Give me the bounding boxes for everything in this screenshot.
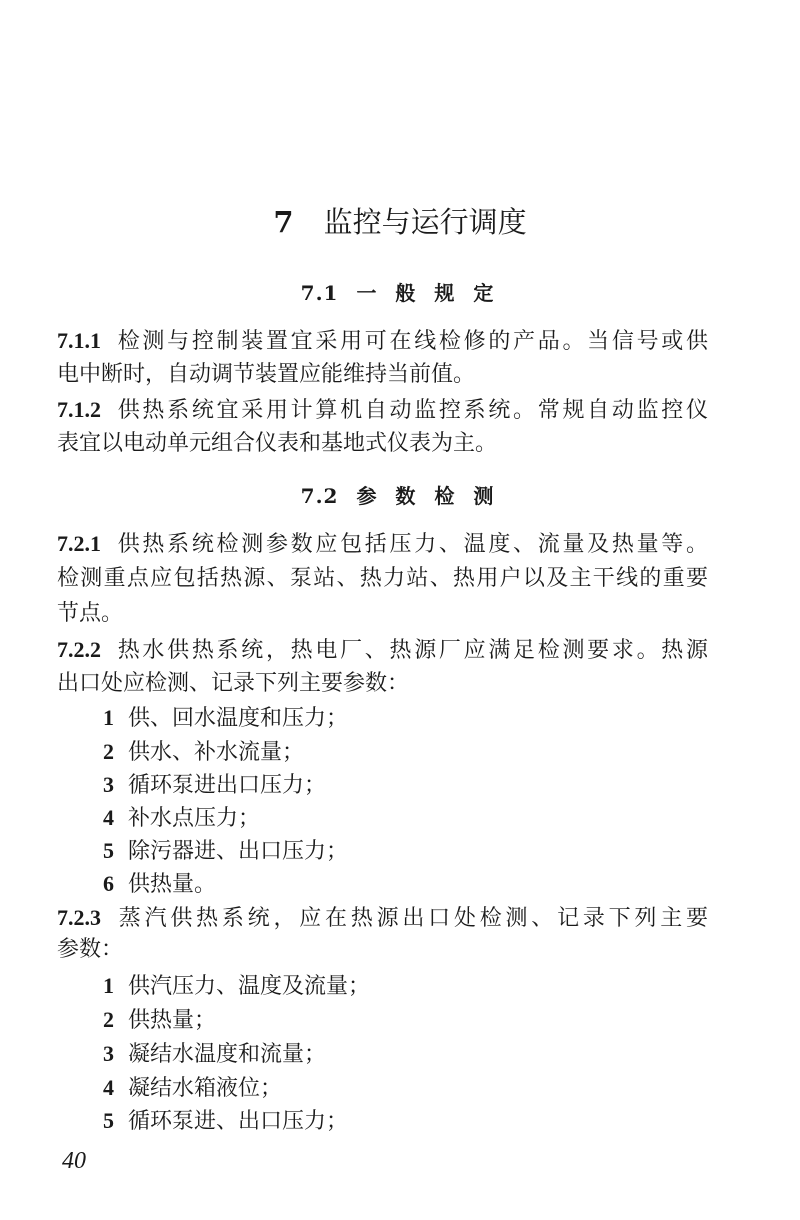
list-item [103,1005,216,1036]
list-text: 供水、补水流量； [128,740,305,765]
list-item [103,1073,282,1104]
clause-text-line: 检测重点应包括热源、泵站、热力站、热用户以及主干线的重要 [57,566,708,591]
section-title: 一 般 规 定 [356,281,500,305]
list-text: 循环泵进出口压力； [128,773,327,798]
clause-text: 检测与控制装置宜采用可在线检修的产品。当信号或供 [115,329,708,354]
clause-7-2-2 [57,635,708,666]
list-item [103,1039,326,1070]
clause-text: 供热系统宜采用计算机自动监控系统。常规自动监控仪 [115,398,708,423]
section-number: 7.1 [300,281,339,305]
list-item [103,703,348,734]
list-number: 1 [103,973,114,998]
list-number: 5 [103,838,114,863]
chapter-title-text: 监控与运行调度 [323,205,527,239]
clause-text-line: 参数： [57,937,124,962]
clause-7-2-3 [57,903,708,934]
list-number: 3 [103,772,114,797]
list-text: 循环泵进、出口压力； [128,1109,349,1134]
clause-7-2-1 [57,529,708,560]
clause-text-line: 出口处应检测、记录下列主要参数： [57,671,410,696]
list-number: 2 [103,1007,114,1032]
list-text: 供热量。 [128,872,217,897]
clause-text: 蒸汽供热系统，应在热源出口处检测、记录下列主要 [115,906,708,931]
list-item [103,1106,348,1137]
list-item [103,836,348,867]
list-item [103,971,370,1002]
list-number: 2 [103,739,114,764]
clause-7-1-1 [57,326,708,357]
clause-text-line: 电中断时，自动调节装置应能维持当前值。 [57,362,476,387]
list-number: 5 [103,1108,114,1133]
list-number: 3 [103,1041,114,1066]
list-text: 供热量； [128,1008,217,1033]
list-item [103,869,216,900]
list-number: 4 [103,805,114,830]
list-item [103,803,260,834]
clause-text: 供热系统检测参数应包括压力、温度、流量及热量等。 [115,532,708,557]
clause-text: 热水供热系统，热电厂、热源厂应满足检测要求。热源 [115,638,708,663]
chapter-number: 7 [273,205,294,239]
list-number: 4 [103,1075,114,1100]
section-number: 7.2 [300,484,339,508]
list-text: 凝结水温度和流量； [128,1042,327,1067]
clause-text-line: 节点。 [57,601,124,626]
list-text: 凝结水箱液位； [128,1076,283,1101]
list-item [103,770,326,801]
list-item [103,737,304,768]
list-text: 供汽压力、温度及流量； [128,974,371,999]
clause-text-line: 表宜以电动单元组合仪表和基地式仪表为主。 [57,431,498,456]
clause-7-1-2 [57,395,708,426]
list-number: 1 [103,705,114,730]
clause-number: 7.2.2 [57,637,101,662]
list-text: 供、回水温度和压力； [128,706,349,731]
list-text: 除污器进、出口压力； [128,839,349,864]
clause-number: 7.1.1 [57,328,101,353]
section-heading-7-1 [0,277,800,306]
clause-number: 7.2.1 [57,531,101,556]
section-title: 参 数 检 测 [356,484,500,508]
chapter-title [0,200,800,241]
section-heading-7-2 [0,480,800,509]
list-number: 6 [103,871,114,896]
list-text: 补水点压力； [128,806,261,831]
page-number: 40 [62,1148,86,1174]
clause-number: 7.1.2 [57,397,101,422]
clause-number: 7.2.3 [57,905,101,930]
